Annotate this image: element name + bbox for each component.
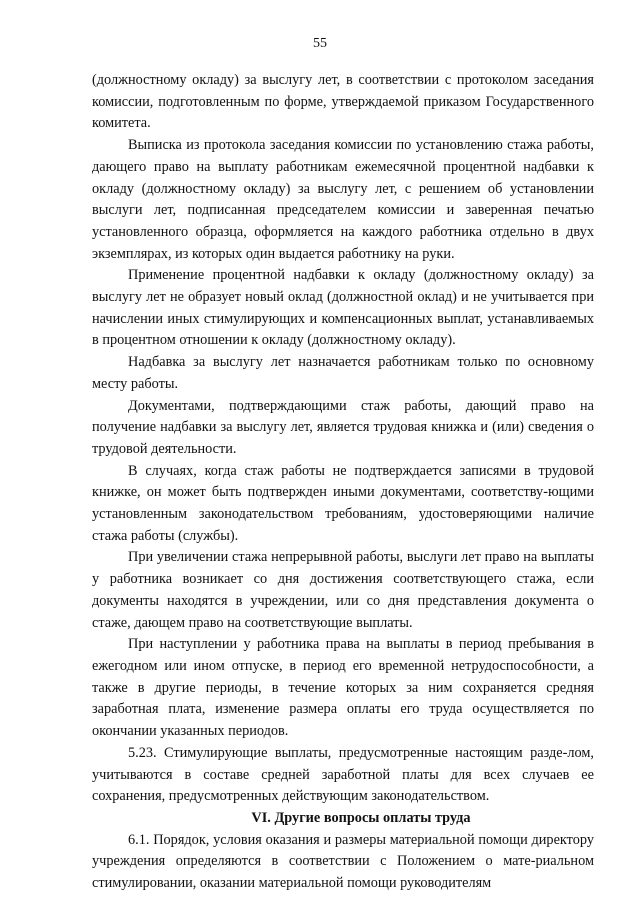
paragraph-continuation: (должностному окладу) за выслугу лет, в соответствии с протоколом заседания комиссии, подготовленным по форме, утверждаемой приказом Государственного комитета. bbox=[92, 72, 594, 132]
paragraph-seniority-increase: При увеличении стажа непрерывной работы, выслуги лет право на выплаты у работника возникает со дня достижения соответствующего стажа, если документы находятся в учреждении, или со дня представления документа о стаже, дающем право на соответствующие выплаты. bbox=[92, 549, 594, 631]
page-number: 55 bbox=[313, 36, 327, 51]
paragraph-percentage-allowance: Применение процентной надбавки к окладу (должностному окладу) за выслугу лет не образует новый оклад (должностной оклад) и не учитывается при начислении иных стимулирующих и компенсационных выплат, устанавливаемых в процентном отношении к окладу (должностному окладу). bbox=[92, 267, 594, 349]
paragraph-main-workplace: Надбавка за выслугу лет назначается работникам только по основному месту работы. bbox=[92, 354, 594, 392]
paragraph-confirming-documents: Документами, подтверждающими стаж работы, дающий право на получение надбавки за выслугу лет, является трудовая книжка и (или) сведения о трудовой деятельности. bbox=[92, 397, 594, 457]
paragraph-protocol-extract: Выписка из протокола заседания комиссии по установлению стажа работы, дающего право на выплату работникам ежемесячной процентной надбавки к окладу (должностному окладу) за выслугу лет, с решением об установлении выслуги лет, подписанная председателем комиссии и заверенная печатью установленного образца, оформляется на каждого работника отдельно в двух экземплярах, из которых один выдается работнику на руки. bbox=[92, 137, 594, 262]
paragraph-clause-5-23: 5.23. Стимулирующие выплаты, предусмотренные настоящим разде-лом, учитываются в составе средней заработной платы для всех случаев ее сохранения, предусмотренных действующим законодательством. bbox=[92, 744, 594, 805]
paragraph-clause-6-1: 6.1. Порядок, условия оказания и размеры материальной помощи директору учреждения определяются в соответствии с Положением о мате-риальном стимулировании, оказании материальной помощи руководителям bbox=[92, 831, 594, 892]
paragraph-other-documents: В случаях, когда стаж работы не подтверждается записями в трудовой книжке, он может быть подтвержден иными документами, соответству-ющими установленным законодательством требованиям, удостоверяющими наличие стажа работы (службы). bbox=[92, 462, 594, 544]
document-body bbox=[92, 70, 594, 895]
section-heading: VI. Другие вопросы оплаты труда bbox=[251, 809, 471, 826]
paragraph-vacation-period: При наступлении у работника права на выплаты в период пребывания в ежегодном или ином отпуске, в период его временной нетрудоспособности, а также в другие периоды, в течение которых за ним сохраняется средняя заработная плата, изменение размера оплаты его труда осуществляется по окончании указанных периодов. bbox=[92, 636, 594, 740]
